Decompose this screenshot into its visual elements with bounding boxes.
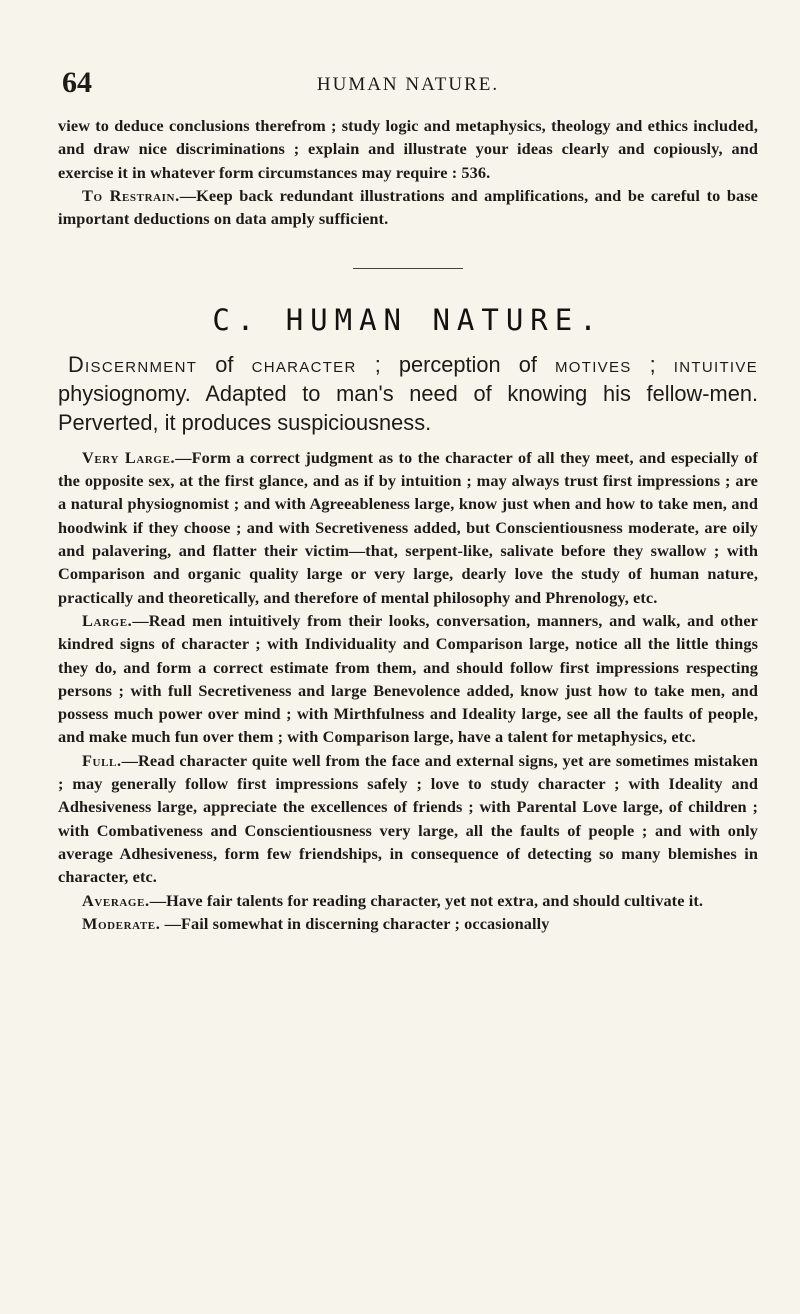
intro-mid-1: ; perception of bbox=[356, 352, 555, 378]
degree-text: —Read character quite well from the face and external signs, yet are sometimes mistaken ; may generally follow first impressions safely ; love to study character ; with Ideality and Adhesiveness large, appreciate the excellences of friends ; with Parental Love large, of children ; with Combativeness and Conscientiousness very large, all the faults of people ; and with only average Adhesiveness, form few friendships, in consequence of detecting so many blemishes in character, etc. bbox=[58, 750, 758, 887]
section-intro bbox=[58, 351, 758, 437]
intro-of: of bbox=[197, 352, 252, 378]
degree-text: —Form a correct judgment as to the character of all they meet, and especially of the opposite sex, at the first glance, and as if by intuition ; may always trust first impressions ; are a natural physiognomist ; and with Agreeableness large, know just when and how to take men, and hoodwink if they choose ; and with Secretiveness added, but Conscientiousness moderate, are oily and palavering, and flatter their victim—that, serpent-like, salivate before they swallow ; with Comparison and organic quality large or very large, dearly love the study of human nature, practically and theoretically, and therefore of mental philosophy and Phrenology, etc. bbox=[58, 447, 758, 607]
degree-label: Large. bbox=[82, 610, 133, 630]
intro-mid-2: ; bbox=[631, 352, 674, 378]
restrain-paragraph bbox=[58, 184, 758, 231]
intro-label-motives: motives bbox=[554, 352, 632, 378]
section-divider bbox=[353, 268, 463, 269]
running-head bbox=[58, 66, 758, 114]
degree-large bbox=[58, 609, 758, 749]
degree-moderate bbox=[58, 912, 758, 935]
degree-label: Full. bbox=[82, 750, 122, 770]
intro-label-character: character bbox=[251, 352, 357, 378]
degree-very-large bbox=[58, 446, 758, 609]
degree-text: —Fail somewhat in discerning character ; occasionally bbox=[160, 913, 550, 933]
degree-text: —Read men intuitively from their looks, conversation, manners, and walk, and other kindred signs of character ; with Individuality and Comparison large, notice all the little things they do, and form a correct estimate from them, and should follow first impressions respecting persons ; with full Secretiveness and large Benevolence added, know just how to take men, and possess much power over mind ; with Mirthfulness and Ideality large, see all the faults of people, and make much fun over them ; with Comparison large, have a talent for metaphysics, etc. bbox=[58, 610, 758, 747]
intro-label-intuitive: intuitive bbox=[673, 352, 758, 378]
continuation-paragraph: view to deduce conclusions therefrom ; study logic and metaphysics, theology and ethics included, and draw nice discriminations ; explain and illustrate your ideas clearly and copiously, and exercise it in whatever form circumstances may require : 536. bbox=[58, 116, 758, 182]
degree-text: —Have fair talents for reading character, yet not extra, and should cultivate it. bbox=[149, 890, 704, 910]
restrain-label: To Restrain. bbox=[82, 185, 180, 205]
degree-full bbox=[58, 749, 758, 889]
intro-label-discernment: Discernment bbox=[68, 352, 198, 378]
intro-rest: physiognomy. Adapted to man's need of knowing his fellow-men. Perverted, it produces suspiciousness. bbox=[58, 381, 758, 436]
running-title: HUMAN NATURE. bbox=[316, 74, 500, 95]
degree-average bbox=[58, 889, 758, 912]
degree-label: Average. bbox=[82, 890, 150, 910]
section-heading: C. HUMAN NATURE. bbox=[212, 303, 604, 338]
restrain-text: —Keep back redundant illustrations and amplifications, and be careful to base important deductions on data amply sufficient. bbox=[58, 185, 758, 229]
degree-label: Moderate. bbox=[82, 913, 161, 933]
degree-label: Very Large. bbox=[82, 447, 176, 467]
page-number: 64 bbox=[62, 66, 92, 99]
book-page bbox=[58, 66, 758, 935]
